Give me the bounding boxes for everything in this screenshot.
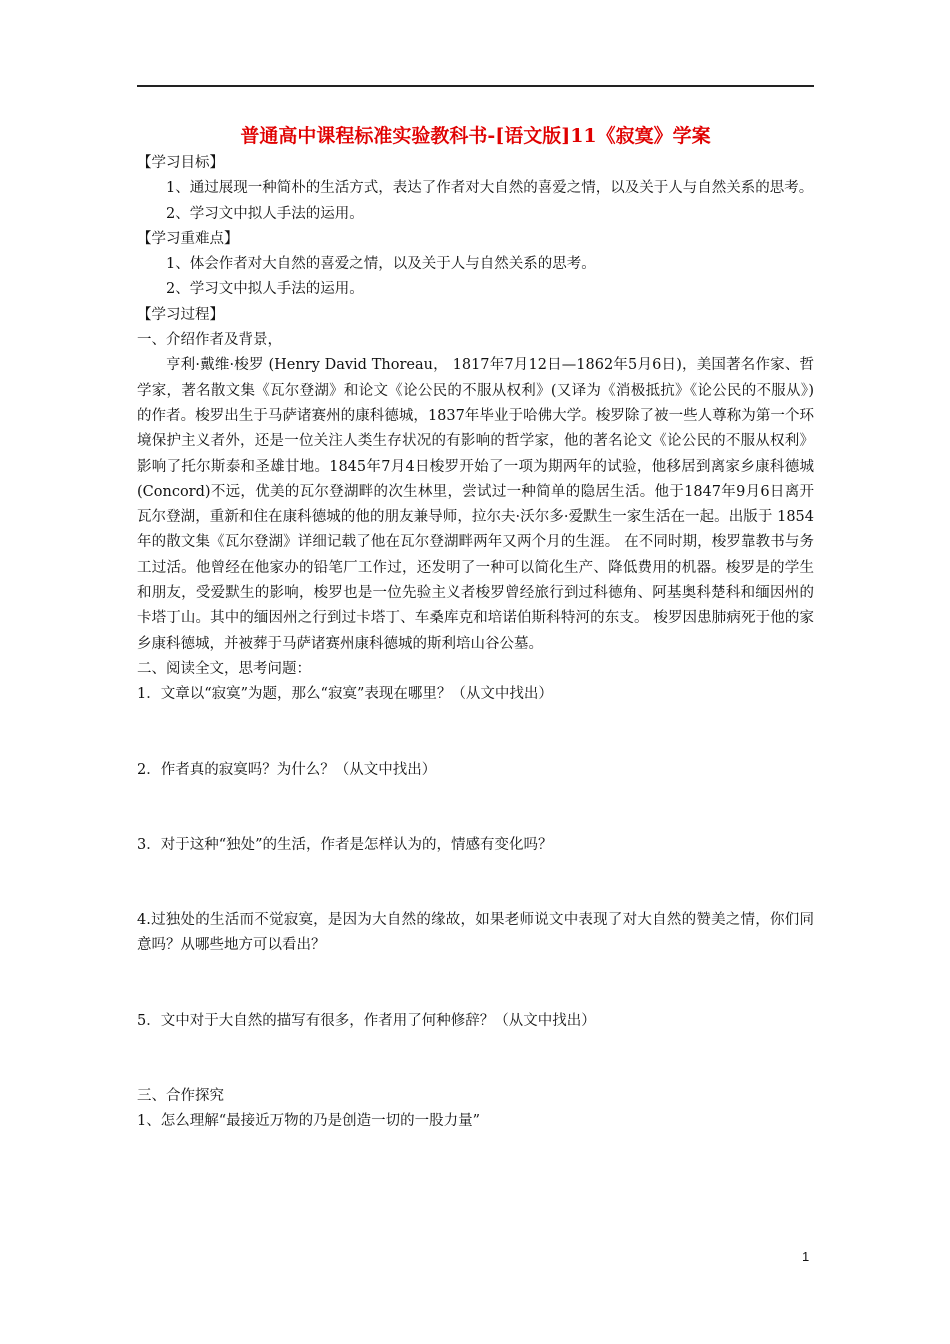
objectives-heading: 【学习目标】 bbox=[137, 155, 224, 171]
document-title: 普通高中课程标准实验教科书-[语文版]11《寂寞》学案 bbox=[240, 125, 711, 147]
page-number: 1 bbox=[802, 1249, 810, 1264]
author-biography: 亨利·戴维·梭罗 (Henry David Thoreau， 1817年7月12日—1862年5月6日)，美国著名作家、哲学家，著名散文集《瓦尔登湖》和论文《论公民的不服从权利》(又译为《消极抵抗》《论公民的不服从》)的作者。梭罗出生于马萨诸赛州的康科德城，1837年毕业于哈佛大学。梭罗除了被一些人尊称为第一个环境保护主义者外，还是一位关注人类生存状况的有影响的哲学家，他的著名论文《论公民的不服从权利》影响了托尔斯泰和圣雄甘地。1845年7月4日梭罗开始了一项为期两年的试验，他移居到离家乡康科德城(Concord)不远，优美的瓦尔登湖畔的次生林里，尝试过一种简单的隐居生活。他于1847年9月6日离开瓦尔登湖，重新和住在康科德城的他的朋友兼导师，拉尔夫·沃尔多·爱默生一家生活在一起。出版于 1854年的散文集《瓦尔登湖》详细记载了他在瓦尔登湖畔两年又两个月的生涯。 在不同时期，梭罗靠教书与务工过活。他曾经在他家办的铅笔厂工作过，还发明了一种可以简化生产、降低费用的机器。梭罗是的学生和朋友，受爱默生的影响，梭罗也是一位先验主义者梭罗曾经旅行到过科德角、阿基奥科楚科和缅因州的卡塔丁山。其中的缅因州之行到过卡塔丁、车桑库克和培诺伯斯科特河的东支。 梭罗因患肺病死于他的家乡康科德城，并被葬于马萨诸赛州康科德城的斯利培山谷公墓。 bbox=[137, 357, 814, 652]
answer-space bbox=[137, 1034, 814, 1084]
question-item: 3．对于这种“独处”的生活，作者是怎样认为的，情感有变化吗？ bbox=[137, 836, 553, 853]
objective-item: 1、通过展现一种简朴的生活方式，表达了作者对大自然的喜爱之情，以及关于人与自然关系的思考。 bbox=[166, 180, 814, 197]
answer-space bbox=[137, 783, 814, 833]
answer-space bbox=[137, 858, 814, 908]
process-heading: 【学习过程】 bbox=[137, 306, 224, 323]
question-item: 5．文中对于大自然的描写有很多，作者用了何种修辞？（从文中找出） bbox=[137, 1012, 596, 1029]
section-heading-discussion: 三、合作探究 bbox=[137, 1088, 224, 1105]
answer-space bbox=[137, 959, 814, 1009]
answer-space bbox=[137, 708, 814, 758]
key-points-heading: 【学习重难点】 bbox=[137, 230, 239, 247]
document-body bbox=[137, 151, 814, 1135]
section-heading-questions: 二、阅读全文，思考问题： bbox=[137, 660, 311, 677]
header-rule bbox=[137, 85, 814, 87]
discussion-item: 1、怎么理解“最接近万物的乃是创造一切的一股力量” bbox=[137, 1113, 481, 1130]
question-item: 2．作者真的寂寞吗？为什么？（从文中找出） bbox=[137, 761, 437, 778]
section-heading-author: 一、介绍作者及背景， bbox=[137, 332, 282, 349]
question-item: 1．文章以“寂寞”为题，那么“寂寞”表现在哪里？（从文中找出） bbox=[137, 686, 553, 703]
key-point-item: 1、体会作者对大自然的喜爱之情，以及关于人与自然关系的思考。 bbox=[166, 256, 596, 273]
key-point-item: 2、学习文中拟人手法的运用。 bbox=[166, 281, 364, 298]
objective-item: 2、学习文中拟人手法的运用。 bbox=[166, 205, 364, 222]
question-item: 4.过独处的生活而不觉寂寞，是因为大自然的缘故，如果老师说文中表现了对大自然的赞美之情，你们同意吗？从哪些地方可以看出？ bbox=[137, 912, 814, 954]
